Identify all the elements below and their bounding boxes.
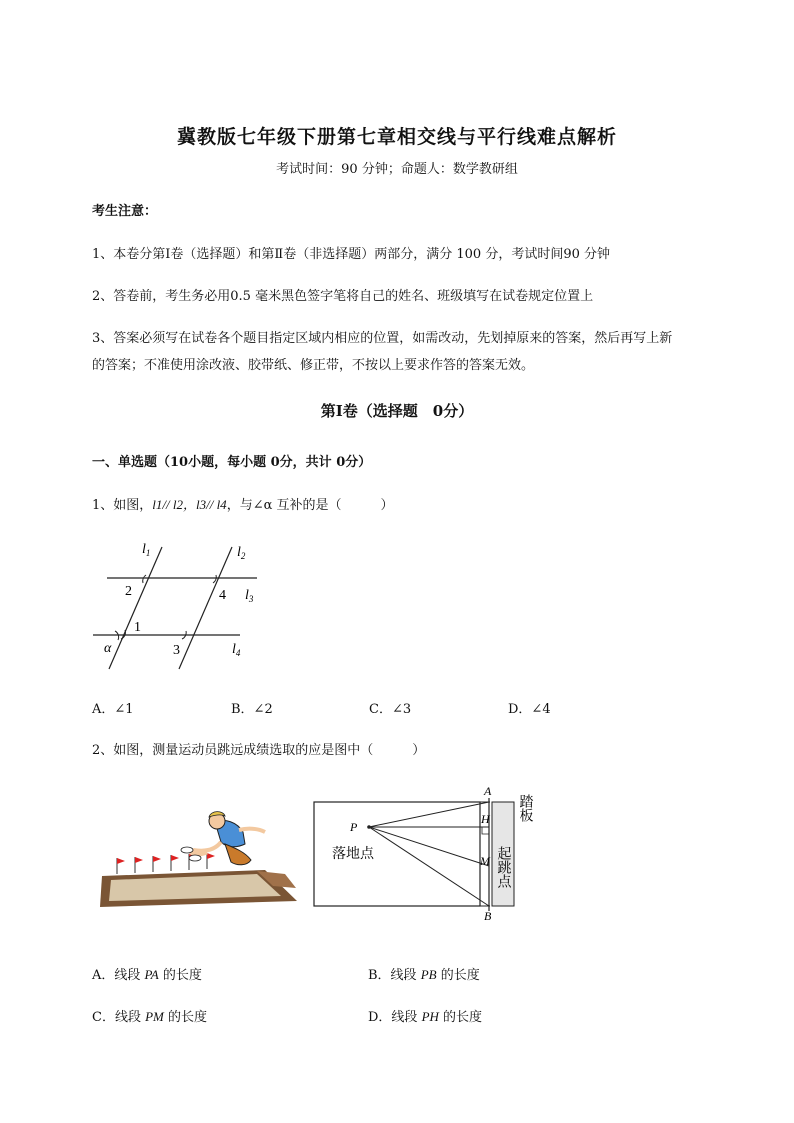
label-l1: $l_1$: [142, 542, 151, 558]
notice-item-2: 2、答卷前，考生务必用0.5 毫米黑色签字笔将自己的姓名、班级填写在试卷规定位置上: [92, 289, 594, 304]
label-takeoff: 起跳点: [495, 846, 511, 888]
flag-icon: [207, 853, 215, 859]
notice-item-1: 1、本卷分第Ⅰ卷（选择题）和第Ⅱ卷（非选择题）两部分，满分 100 分，考试时间90 分钟: [92, 247, 610, 262]
q1-math: l1// l2，l3// l4: [152, 497, 227, 512]
label-angle-1: 1: [134, 620, 141, 635]
label-alpha: α: [104, 641, 112, 656]
label-A: A: [484, 784, 492, 798]
exam-info: 考试时间：90 分钟；命题人：数学教研组: [276, 162, 518, 177]
section-title: 第Ⅰ卷（选择题 0分）: [320, 402, 474, 420]
q1-option-c[interactable]: C．∠3: [369, 702, 412, 717]
q1-suffix: ，与∠α 互补的是（ ）: [226, 498, 394, 513]
long-jump-illustration: [97, 808, 302, 910]
q1-option-b[interactable]: B．∠2: [231, 702, 273, 717]
angle-2-arc: [143, 575, 146, 583]
question-2-stem: 2、如图，测量运动员跳远成绩选取的应是图中（ ）: [92, 743, 426, 758]
q1-figure: [85, 535, 285, 685]
q2-option-c[interactable]: C．线段 PM 的长度: [92, 1009, 208, 1025]
flag-icon: [135, 857, 143, 863]
flag-icon: [153, 856, 161, 862]
q2-option-b[interactable]: B．线段 PB 的长度: [368, 967, 480, 983]
q1-option-d[interactable]: D．∠4: [508, 702, 551, 717]
angle-4-arc: [213, 575, 216, 583]
line-l1: [109, 547, 162, 669]
q1-prefix: 1、如图，: [92, 498, 153, 513]
label-angle-3: 3: [173, 643, 180, 658]
notice-item-3-cont: 的答案；不准使用涂改液、胶带纸、修正带，不按以上要求作答的答案无效。: [92, 358, 535, 373]
label-B: B: [484, 909, 492, 923]
label-H: H: [481, 812, 490, 826]
segment-PA: [369, 802, 489, 827]
athlete-icon: [181, 812, 265, 865]
label-angle-2: 2: [125, 584, 132, 599]
label-landing: 落地点: [332, 847, 374, 862]
question-1-stem: [92, 494, 394, 513]
label-l2: $l_2$: [237, 545, 246, 561]
notice-item-3: 3、答案必须写在试卷各个题目指定区域内相应的位置，如需改动，先划掉原来的答案，然后再写上新: [92, 331, 673, 346]
page-title: 冀教版七年级下册第七章相交线与平行线难点解析: [176, 126, 617, 148]
label-P: P: [350, 820, 358, 834]
right-angle-mark: [482, 827, 489, 834]
label-l4: $l_4$: [232, 642, 241, 658]
notice-heading: 考生注意：: [92, 204, 158, 219]
label-angle-4: 4: [219, 588, 226, 603]
label-l3: $l_3$: [245, 588, 254, 604]
q2-option-d[interactable]: D．线段 PH 的长度: [368, 1009, 483, 1025]
q2-option-a[interactable]: A．线段 PA 的长度: [92, 967, 202, 983]
line-l2: [179, 547, 232, 669]
flag-icon: [117, 858, 125, 864]
label-board: 踏板: [517, 794, 533, 822]
q1-option-a[interactable]: A．∠1: [92, 702, 134, 717]
q2-figure: [305, 780, 545, 925]
segment-PM: [369, 827, 489, 866]
part-heading: 一、单选题（10小题，每小题 0分，共计 0分）: [92, 455, 372, 470]
segment-PB: [369, 827, 489, 906]
label-M: M: [480, 854, 490, 868]
flag-icon: [171, 855, 179, 861]
